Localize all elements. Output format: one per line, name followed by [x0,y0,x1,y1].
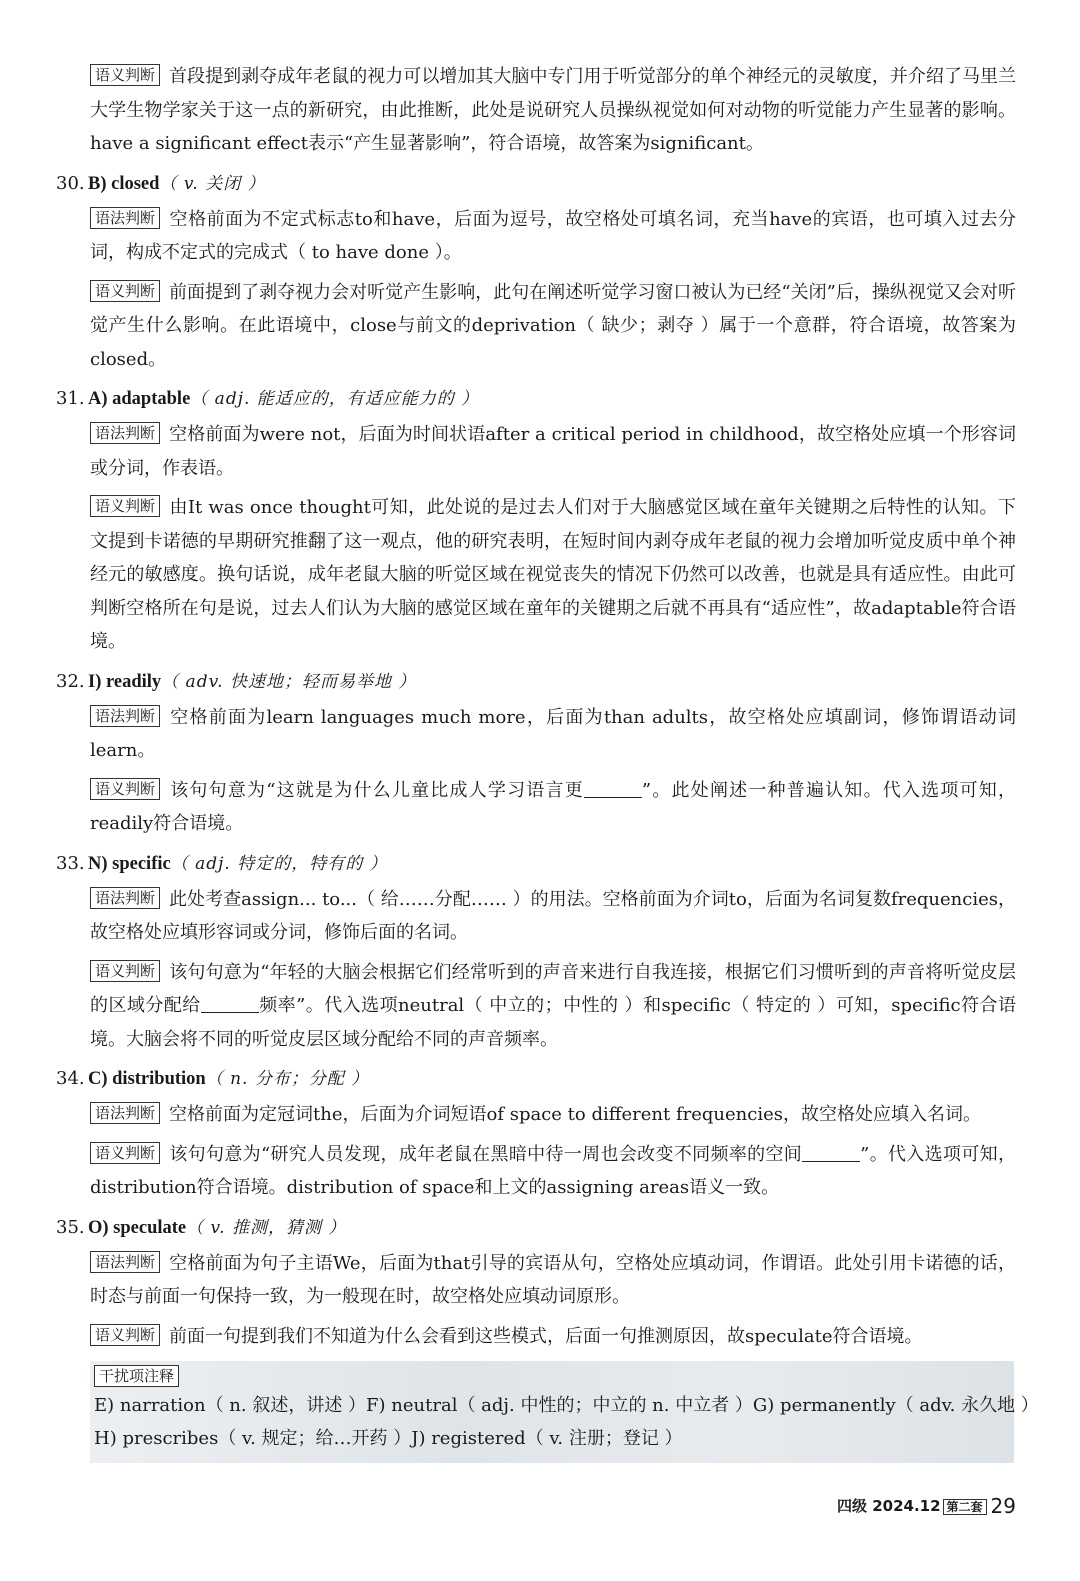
item-32-semantic: 语义判断 该句句意为“这就是为什么儿童比成人学习语言更 ”。此处阐述一种普遍认知。代入选项可知，readily符合语境。 [90,779,1017,834]
answer-blank [201,994,259,1013]
answer-blank [802,1143,860,1162]
item-35-semantic: 语义判断 前面一句提到我们不知道为什么会看到这些模式，后面一句推测原因，故speculate符合语境。 [56,1320,1016,1354]
item-31-semantic: 语义判断 由It was once thought可知，此处说的是过去人们对于大脑感觉区域在童年关键期之后特性的认知。下文提到卡诺德的早期研究推翻了这一观点，他的研究表明，在短时间内剥夺成年老鼠的视力会增加听觉皮质中单个神经元的敏感度。换句话说，成年老鼠大脑的听觉区域在视觉丧失的情况下仍然可以改善，也就是具有适应性。由此可判断空格所在句是说，过去人们认为大脑的感觉区域在童年的关键期之后就不再具有“适应性”，故adaptable符合语境。 [90,497,1016,652]
item-32-grammar: 语法判断 空格前面为learn languages much more，后面为than adults，故空格处应填副词，修饰谓语动词learn。 [90,706,1016,761]
answer: N) specific [88,853,171,874]
gloss: （ adv. 快速地；轻而易举地 ） [161,671,417,692]
grammar-tag: 语法判断 [90,207,160,229]
gloss: （ v. 关闭 ） [159,173,266,194]
item-32-head: 32. I) readily（ adv. 快速地；轻而易举地 ） [56,670,417,692]
item-31-grammar: 语法判断 空格前面为were not，后面为时间状语after a critical period in childhood，故空格处应填一个形容词或分词，作表语。 [90,424,1016,479]
distractor-tag: 干扰项注释 [94,1365,179,1387]
semantic-tag: 语义判断 [90,280,160,302]
item-30-semantic: 语义判断 前面提到了剥夺视力会对听觉产生影响，此句在阐述听觉学习窗口被认为已经“关闭”后，操纵视觉又会对听觉产生什么影响。在此语境中，close与前文的deprivation（ 缺少；剥夺 ）属于一个意群，符合语境，故答案为closed。 [90,281,1016,370]
semantic-tag: 语义判断 [90,495,160,517]
item-30-head: 30. B) closed（ v. 关闭 ） [56,172,266,194]
distractor-notes [90,1361,1039,1463]
grammar-tag: 语法判断 [90,422,160,444]
gloss: （ adj. 能适应的，有适应能力的 ） [190,389,480,409]
semantic-tag: 语义判断 [90,1324,160,1346]
answer: I) readily [88,671,162,692]
distractor-line: E) narration（ n. 叙述，讲述 ）F) neutral（ adj. 中性的；中立的 n. 中立者 ）G) permanently（ adv. 永久地 ） [94,1395,1039,1416]
answer: A) adaptable [88,389,191,409]
item-33-semantic: 语义判断 该句句意为“年轻的大脑会根据它们经常听到的声音来进行自我连接，根据它们习惯听到的声音将听觉皮层的区域分配给 频率”。代入选项neutral（ 中立的；中性的 ）和specific（ 特定的 ）可知，specific符合语境。大脑会将不同的听觉皮层区域分配给不同的声音频率。 [90,961,1016,1050]
answer: B) closed [88,173,160,194]
semantic-tag: 语义判断 [90,960,160,982]
item-33-grammar: 语法判断 此处考查assign... to...（ 给……分配…… ）的用法。空格前面为介词to，后面为名词复数frequencies，故空格处应填形容词或分词，修饰后面的名词。 [90,888,1016,943]
answer-explanations [56,60,1039,1463]
item-30-grammar: 语法判断 空格前面为不定式标志to和have，后面为逗号，故空格处可填名词，充当have的宾语，也可填入过去分词，构成不定式的完成式（ to have done ）。 [90,208,1016,263]
grammar-tag: 语法判断 [90,1251,160,1273]
exam-level: 四级 2024.12 [836,1497,941,1515]
page-number: 29 [990,1494,1016,1518]
answer-blank [584,779,642,798]
item-35-head: 35. O) speculate（ v. 推测，猜测 ） [56,1216,347,1238]
semantic-tag: 语义判断 [90,778,160,800]
answer: O) speculate [88,1217,187,1238]
page-footer [837,1494,1016,1518]
item-34-grammar: 语法判断 空格前面为定冠词the，后面为介词短语of space to different frequencies，故空格处应填入名词。 [56,1098,1016,1132]
grammar-tag: 语法判断 [90,705,160,727]
answer: C) distribution [88,1069,206,1089]
semantic-tag: 语义判断 [90,64,160,86]
semantic-tag: 语义判断 [90,1142,160,1164]
grammar-tag: 语法判断 [90,1102,160,1124]
item-31-head: 31. A) adaptable（ adj. 能适应的，有适应能力的 ） [56,388,480,409]
gloss: （ n. 分布；分配 ） [205,1069,370,1089]
distractor-line: H) prescribes（ v. 规定；给…开药 ）J) registered（ v. 注册；登记 ） [94,1428,683,1449]
item-35-grammar: 语法判断 空格前面为句子主语We，后面为that引导的宾语从句，空格处应填动词，作谓语。此处引用卡诺德的话，时态与前面一句保持一致，为一般现在时，故空格处应填动词原形。 [90,1252,1016,1307]
item-34-semantic: 语义判断 该句句意为“研究人员发现，成年老鼠在黑暗中待一周也会改变不同频率的空间 ”。代入选项可知，distribution符合语境。distribution of space和上文的assigning areas语义一致。 [90,1143,1017,1198]
gloss: （ adj. 特定的，特有的 ） [170,853,388,874]
grammar-tag: 语法判断 [90,887,160,909]
item-34-head: 34. C) distribution（ n. 分布；分配 ） [56,1068,370,1089]
volume-badge: 第二套 [943,1499,987,1515]
item-33-head: 33. N) specific（ adj. 特定的，特有的 ） [56,852,388,874]
gloss: （ v. 推测，猜测 ） [186,1217,347,1238]
intro-semantic-para: 语义判断 首段提到剥夺成年老鼠的视力可以增加其大脑中专门用于听觉部分的单个神经元的灵敏度，并介绍了马里兰大学生物学家关于这一点的新研究，由此推断，此处是说研究人员操纵视觉如何对动物的听觉能力产生显著的影响。have a significant effect表示“产生显著影响”，符合语境，故答案为significant。 [90,66,1016,154]
